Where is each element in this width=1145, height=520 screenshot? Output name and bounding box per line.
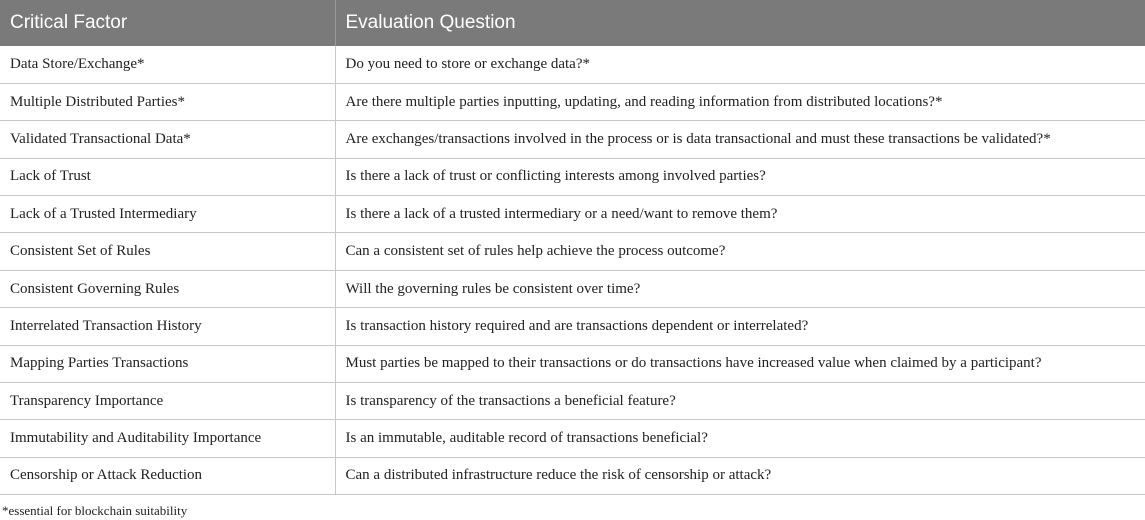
header-evaluation-question: Evaluation Question	[335, 0, 1145, 46]
evaluation-question-cell: Is an immutable, auditable record of transactions beneficial?	[335, 420, 1145, 457]
table-body	[0, 46, 1145, 495]
table-header	[0, 0, 1145, 46]
table-row	[0, 457, 1145, 494]
critical-factor-cell: Consistent Governing Rules	[0, 270, 335, 307]
critical-factor-cell: Transparency Importance	[0, 383, 335, 420]
evaluation-question-cell: Is transparency of the transactions a beneficial feature?	[335, 383, 1145, 420]
critical-factor-cell: Censorship or Attack Reduction	[0, 457, 335, 494]
table-row	[0, 196, 1145, 233]
table-row	[0, 83, 1145, 120]
evaluation-question-cell: Is there a lack of trust or conflicting interests among involved parties?	[335, 158, 1145, 195]
critical-factor-cell: Data Store/Exchange*	[0, 46, 335, 83]
table-row	[0, 121, 1145, 158]
evaluation-question-cell: Can a consistent set of rules help achieve the process outcome?	[335, 233, 1145, 270]
evaluation-question-cell: Can a distributed infrastructure reduce the risk of censorship or attack?	[335, 457, 1145, 494]
table-row	[0, 345, 1145, 382]
critical-factor-cell: Immutability and Auditability Importance	[0, 420, 335, 457]
table-row	[0, 420, 1145, 457]
table-row	[0, 46, 1145, 83]
evaluation-question-cell: Do you need to store or exchange data?*	[335, 46, 1145, 83]
evaluation-question-cell: Is transaction history required and are transactions dependent or interrelated?	[335, 308, 1145, 345]
evaluation-question-cell: Must parties be mapped to their transactions or do transactions have increased value when claimed by a participant?	[335, 345, 1145, 382]
table-row	[0, 233, 1145, 270]
header-row	[0, 0, 1145, 46]
critical-factor-cell: Interrelated Transaction History	[0, 308, 335, 345]
evaluation-question-cell: Will the governing rules be consistent over time?	[335, 270, 1145, 307]
critical-factor-cell: Mapping Parties Transactions	[0, 345, 335, 382]
evaluation-question-cell: Are exchanges/transactions involved in the process or is data transactional and must these transactions be validated?*	[335, 121, 1145, 158]
evaluation-question-cell: Is there a lack of a trusted intermediary or a need/want to remove them?	[335, 196, 1145, 233]
critical-factor-cell: Lack of Trust	[0, 158, 335, 195]
critical-factor-cell: Consistent Set of Rules	[0, 233, 335, 270]
table-row	[0, 158, 1145, 195]
critical-factor-cell: Validated Transactional Data*	[0, 121, 335, 158]
table-row	[0, 308, 1145, 345]
critical-factor-cell: Multiple Distributed Parties*	[0, 83, 335, 120]
critical-factor-cell: Lack of a Trusted Intermediary	[0, 196, 335, 233]
evaluation-question-cell: Are there multiple parties inputting, updating, and reading information from distributed locations?*	[335, 83, 1145, 120]
header-critical-factor: Critical Factor	[0, 0, 335, 46]
table-row	[0, 270, 1145, 307]
table-footnote: *essential for blockchain suitability	[2, 503, 188, 518]
table-row	[0, 383, 1145, 420]
